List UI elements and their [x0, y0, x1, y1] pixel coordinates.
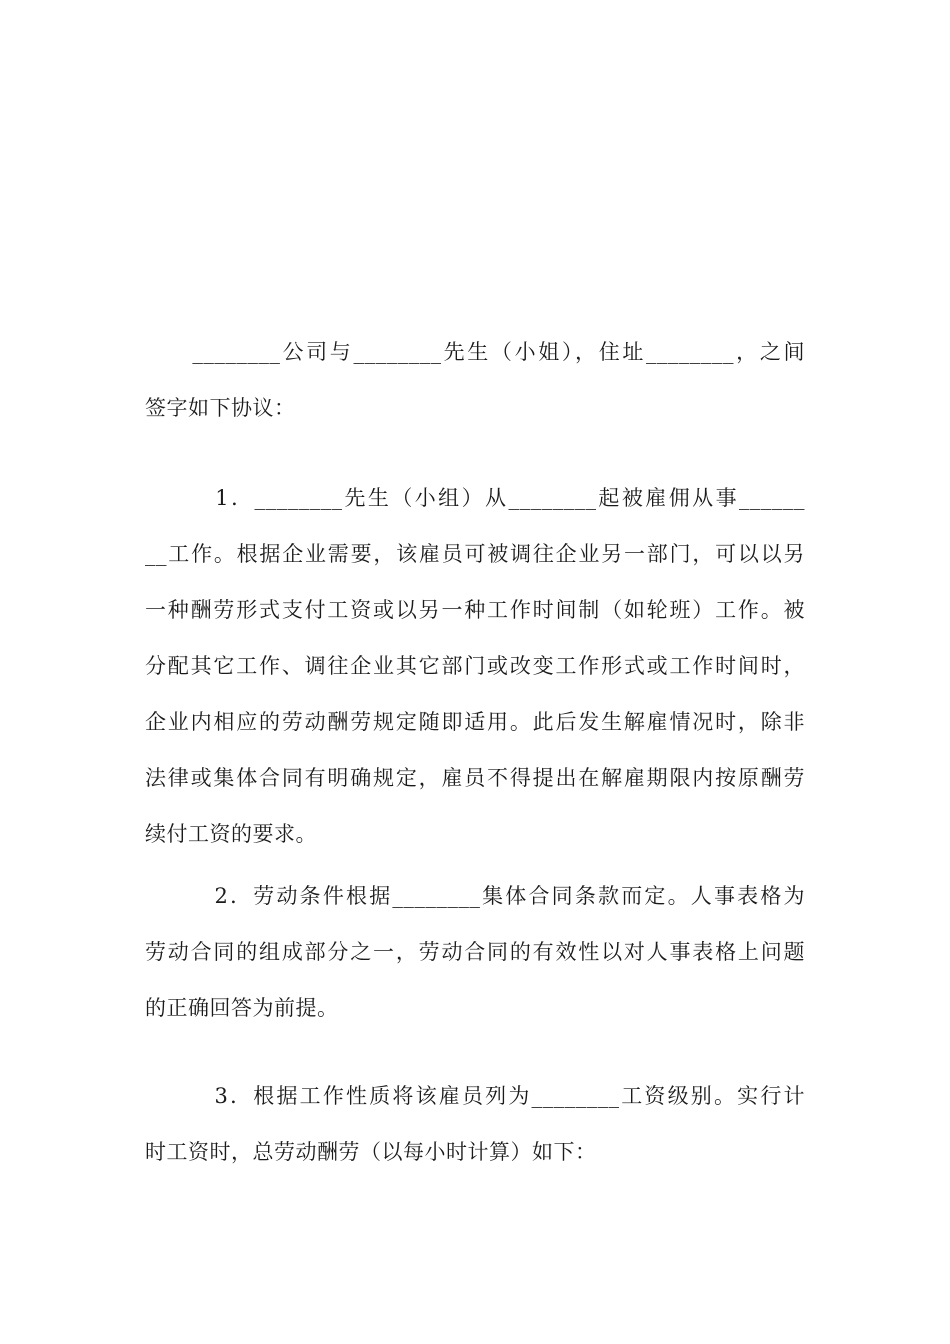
intro-line-2: 签字如下协议：	[145, 396, 296, 420]
clause-3-paragraph	[145, 1084, 805, 1196]
clause-3-line-2: 时工资时，总劳动酬劳（以每小时计算）如下：	[145, 1140, 597, 1164]
clause-1-line-1: 1．________先生（小组）从________起被雇佣从事______	[145, 486, 805, 510]
intro-line-1: ________公司与________先生（小姐），住址________，之间	[145, 340, 805, 364]
clause-2-paragraph	[145, 884, 805, 1052]
clause-1-line-2: __工作。根据企业需要，该雇员可被调往企业另一部门，可以以另	[145, 542, 805, 566]
clause-3-line-1: 3．根据工作性质将该雇员列为________工资级别。实行计	[145, 1084, 805, 1108]
intro-paragraph	[145, 340, 805, 452]
clause-1-line-3: 一种酬劳形式支付工资或以另一种工作时间制（如轮班）工作。被	[145, 598, 805, 622]
clause-1-line-6: 法律或集体合同有明确规定，雇员不得提出在解雇期限内按原酬劳	[145, 766, 805, 790]
clause-2-line-3: 的正确回答为前提。	[145, 996, 339, 1020]
clause-1-line-7: 续付工资的要求。	[145, 822, 317, 846]
clause-1-line-4: 分配其它工作、调往企业其它部门或改变工作形式或工作时间时，	[145, 654, 805, 678]
clause-2-line-2: 劳动合同的组成部分之一，劳动合同的有效性以对人事表格上问题	[145, 940, 805, 964]
clause-2-line-1: 2．劳动条件根据________集体合同条款而定。人事表格为	[145, 884, 805, 908]
clause-1-paragraph	[145, 486, 805, 878]
clause-1-line-5: 企业内相应的劳动酬劳规定随即适用。此后发生解雇情况时，除非	[145, 710, 805, 734]
